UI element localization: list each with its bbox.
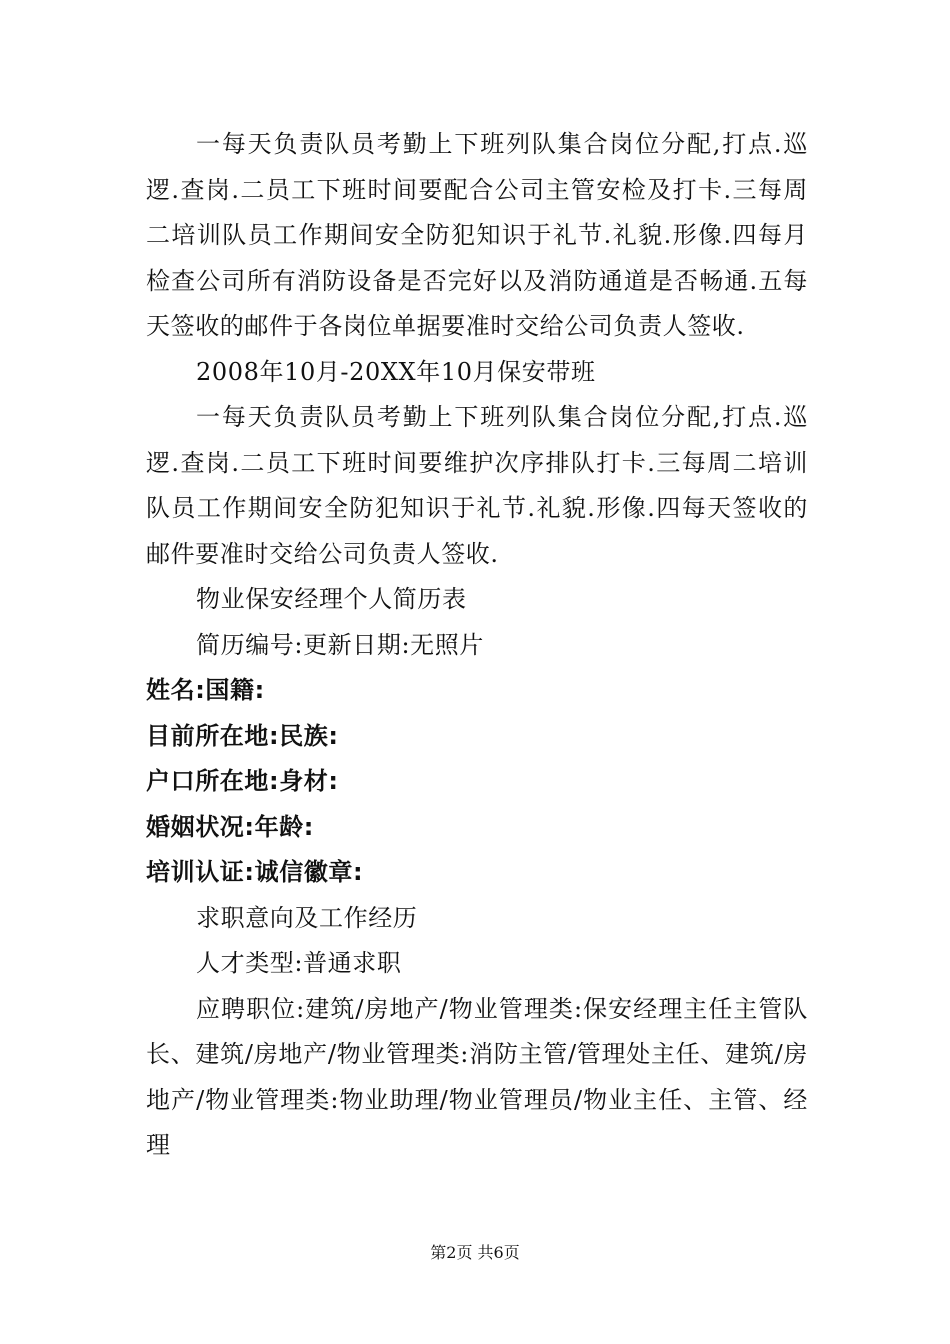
field-name-nationality: 姓名:国籍: bbox=[146, 676, 265, 704]
field-marital-age: 婚姻状况:年龄: bbox=[146, 812, 314, 841]
paragraph-period-heading: 2008年10月-20XX年10月保安带班 bbox=[196, 357, 596, 386]
field-location-ethnicity: 目前所在地:民族: bbox=[146, 721, 339, 750]
paragraph-applied-positions: 应聘职位:建筑/房地产/物业管理类:保安经理主任主管队长、建筑/房地产/物业管理类:消防主管/管理处主任、建筑/房地产/物业管理类:物业助理/物业管理员/物业主任、主管、经理 bbox=[146, 994, 808, 1159]
section-heading-intent: 求职意向及工作经历 bbox=[196, 903, 418, 932]
field-hukou-build: 户口所在地:身材: bbox=[146, 767, 339, 795]
paragraph-talent-type: 人才类型:普通求职 bbox=[196, 949, 402, 977]
resume-meta: 简历编号:更新日期:无照片 bbox=[196, 630, 484, 659]
paragraph-duties-2: 一每天负责队员考勤上下班列队集合岗位分配,打点.巡逻.查岗.二员工下班时间要维护次序排队打卡.三每周二培训队员工作期间安全防犯知识于礼节.礼貌.形像.四每天签收的邮件要准时交给公司负责人签收. bbox=[146, 403, 808, 568]
page-footer: 第2页 共6页 bbox=[430, 1243, 520, 1262]
field-training-badge: 培训认证:诚信徽章: bbox=[146, 858, 364, 886]
resume-title: 物业保安经理个人简历表 bbox=[196, 585, 467, 613]
paragraph-duties-1: 一每天负责队员考勤上下班列队集合岗位分配,打点.巡逻.查岗.二员工下班时间要配合公司主管安检及打卡.三每周二培训队员工作期间安全防犯知识于礼节.礼貌.形像.四每月检查公司所有消防设备是否完好以及消防通道是否畅通.五每天签收的邮件于各岗位单据要准时交给公司负责人签收. bbox=[146, 130, 808, 340]
document-body bbox=[146, 122, 808, 1169]
